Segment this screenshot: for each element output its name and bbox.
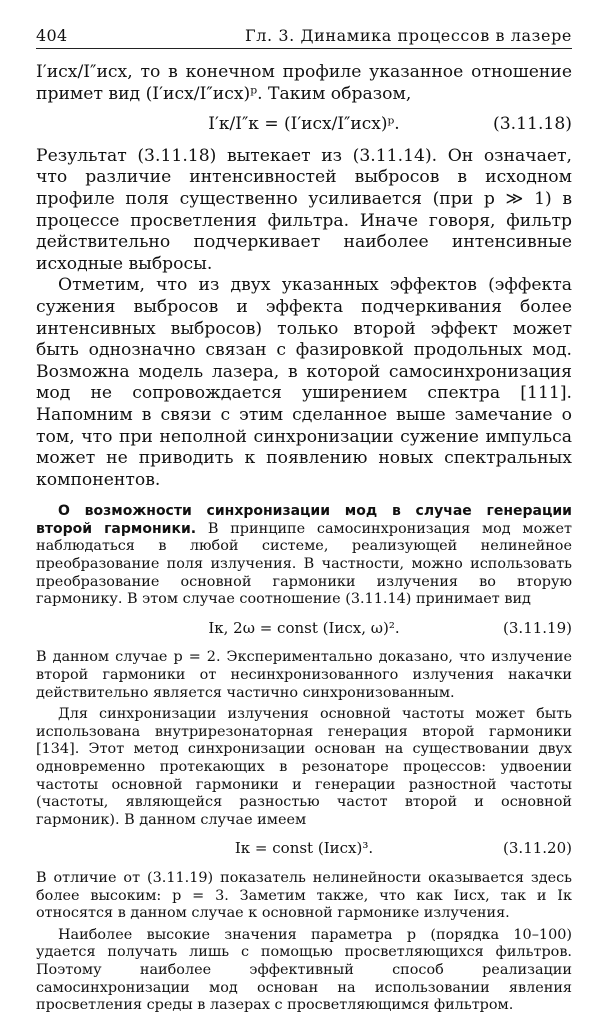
equation-3-11-19	[36, 620, 572, 638]
paragraph-6: Для синхронизации излучения основной частоты может быть использована внутрирезонаторная генерация второй гармоники [134]. Этот метод синхронизации основан на существовании двух одновременно протекающих в резонаторе процессов: удвоении частоты основной гармоники и генерации разностной частоты (частоты, являющейся разностью частот второй и основной гармоник). В данном случае имеем	[36, 706, 572, 828]
paragraph-8: Наиболее высокие значения параметра p (порядка 10–100) удается получать лишь с помощью просветляющихся фильтров. Поэтому наиболее эффективный способ реализации самосинхронизации мод основан на использовании явления просветления среды в лазерах с просветляющимся фильтром.	[36, 926, 572, 1014]
page-body	[36, 62, 572, 1015]
equation-formula: I′к/I″к = (I′исх/I″исх)ᵖ.	[208, 114, 400, 135]
paragraph-2: Результат (3.11.18) вытекает из (3.11.14). Он означает, что различие интенсивностей выбросов в исходном профиле поля существенно усиливается (при p ≫ 1) в процессе просветления фильтра. Иначе говоря, фильтр действительно подчеркивает наиболее интенсивные исходные выбросы.	[36, 145, 572, 274]
paragraph-5: В данном случае p = 2. Экспериментально доказано, что излучение второй гармоники от несинхронизованного излучения накачки действительно является частично синхронизованным.	[36, 649, 572, 701]
paragraph-7: В отличие от (3.11.19) показатель нелинейности оказывается здесь более высоким: p = 3. Заметим также, что как Iисх, так и Iк относятся в данном случае к основной гармонике излучения.	[36, 869, 572, 922]
running-title: Гл. 3. Динамика процессов в лазере	[245, 26, 572, 45]
equation-3-11-18	[36, 114, 572, 136]
section-paragraph	[36, 503, 572, 609]
page-number: 404	[36, 26, 68, 45]
equation-number: (3.11.19)	[503, 618, 572, 637]
paragraph-1: I′исх/I″исх, то в конечном профиле указанное отношение примет вид (I′исх/I″исх)ᵖ. Таким образом,	[36, 62, 572, 104]
equation-formula: Iк, 2ω = const (Iисх, ω)².	[208, 618, 400, 637]
equation-formula: Iк = const (Iисх)³.	[234, 839, 374, 858]
section-heading: О возможности синхронизации мод в случае генерации второй гармоники.	[36, 503, 572, 537]
paragraph-4: В принципе самосинхронизация мод может наблюдаться в любой системе, реализующей нелинейное преобразование поля излучения. В частности, можно использовать преобразование основной гармоники излучения во вторую гармонику. В этом случае соотношение (3.11.14) принимает вид	[36, 520, 573, 608]
running-header	[36, 26, 572, 49]
equation-number: (3.11.18)	[492, 114, 572, 135]
equation-3-11-20	[36, 840, 572, 858]
paragraph-3: Отметим, что из двух указанных эффектов (эффекта сужения выбросов и эффекта подчеркивания более интенсивных выбросов) только второй эффект может быть однозначно связан с фазировкой продольных мод. Возможна модель лазера, в которой самосинхронизация мод не сопровождается уширением спектра [111]. Напомним в связи с этим сделанное выше замечание о том, что при неполной синхронизации сужение импульса может не приводить к появлению новых спектральных компонентов.	[36, 275, 572, 490]
equation-number: (3.11.20)	[503, 839, 572, 858]
